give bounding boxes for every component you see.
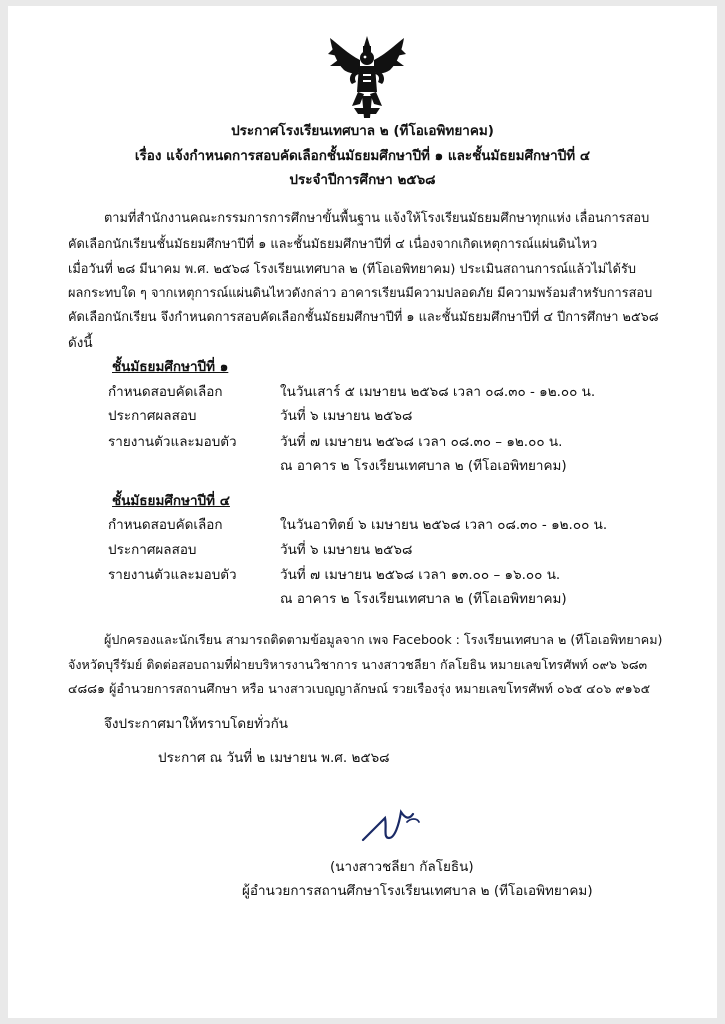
schedule-value: ในวันอาทิตย์ ๖ เมษายน ๒๕๖๘ เวลา ๐๘.๓๐ - ๑๒.๐๐ น. (280, 517, 608, 533)
body-line: ดังนี้ (68, 335, 93, 351)
schedule-label: ประกาศผลสอบ (108, 542, 197, 558)
academic-year: ประจำปีการศึกษา ๒๕๖๘ (289, 172, 436, 188)
schedule-label: กำหนดสอบคัดเลือก (108, 517, 223, 533)
garuda-emblem-icon (324, 34, 410, 120)
body-line: ตามที่สำนักงานคณะกรรมการการศึกษาขั้นพื้นฐาน แจ้งให้โรงเรียนมัธยมศึกษาทุกแห่ง เลื่อนการสอบ (104, 211, 650, 226)
body-line: ผลกระทบใด ๆ จากเหตุการณ์แผ่นดินไหวดังกล่าว อาคารเรียนมีความปลอดภัย มีความพร้อมสำหรับการสอบ (68, 286, 653, 301)
schedule-label: ประกาศผลสอบ (108, 408, 197, 424)
body-line: เมื่อวันที่ ๒๘ มีนาคม พ.ศ. ๒๕๖๘ โรงเรียนเทศบาล ๒ (ทีโอเอพิทยาคม) ประเมินสถานการณ์แล้วไม่ได้รับ (68, 262, 636, 277)
signer-name: (นางสาวชลียา กัลโยธิน) (330, 859, 474, 875)
contact-line: ผู้ปกครองและนักเรียน สามารถติดตามข้อมูลจาก เพจ Facebook : โรงเรียนเทศบาล ๒ (ทีโอเอพิทยาคม) (104, 632, 663, 647)
schedule-value: วันที่ ๗ เมษายน ๒๕๖๘ เวลา ๐๘.๓๐ – ๑๒.๐๐ น. (280, 434, 563, 450)
schedule-value: วันที่ ๖ เมษายน ๒๕๖๘ (280, 408, 413, 424)
schedule-value: วันที่ ๖ เมษายน ๒๕๖๘ (280, 542, 413, 558)
body-line: คัดเลือกนักเรียนชั้นมัธยมศึกษาปีที่ ๑ และชั้นมัธยมศึกษาปีที่ ๔ เนื่องจากเกิดเหตุการณ์แผ่นดินไหว (68, 237, 598, 252)
announcement-subject: เรื่อง แจ้งกำหนดการสอบคัดเลือกชั้นมัธยมศึกษาปีที่ ๑ และชั้นมัธยมศึกษาปีที่ ๔ (134, 148, 591, 164)
announcement-title: ประกาศโรงเรียนเทศบาล ๒ (ทีโอเอพิทยาคม) (231, 123, 494, 139)
body-line: คัดเลือกนักเรียน จึงกำหนดการสอบคัดเลือกชั้นมัธยมศึกษาปีที่ ๑ และชั้นมัธยมศึกษาปีที่ ๔ ปีการศึกษา ๒๕๖๘ (68, 310, 659, 325)
contact-line: จังหวัดบุรีรัมย์ ติดต่อสอบถามที่ฝ่ายบริหารงานวิชาการ นางสาวชลียา กัลโยธิน หมายเลขโทรศัพท์ ๐๙๖ ๖๘๓ (68, 657, 648, 672)
schedule-m1-title: ชั้นมัธยมศึกษาปีที่ ๑ (112, 359, 229, 375)
schedule-location: ณ อาคาร ๒ โรงเรียนเทศบาล ๒ (ทีโอเอพิทยาคม) (280, 458, 567, 474)
schedule-value: วันที่ ๗ เมษายน ๒๕๖๘ เวลา ๑๓.๐๐ – ๑๖.๐๐ น. (280, 567, 561, 583)
schedule-location: ณ อาคาร ๒ โรงเรียนเทศบาล ๒ (ทีโอเอพิทยาคม) (280, 591, 567, 607)
schedule-label: รายงานตัวและมอบตัว (108, 434, 237, 450)
signer-position: ผู้อำนวยการสถานศึกษาโรงเรียนเทศบาล ๒ (ทีโอเอพิทยาคม) (242, 883, 593, 899)
schedule-label: กำหนดสอบคัดเลือก (108, 384, 223, 400)
schedule-value: ในวันเสาร์ ๕ เมษายน ๒๕๖๘ เวลา ๐๘.๓๐ - ๑๒.๐๐ น. (280, 384, 596, 400)
schedule-m4-title: ชั้นมัธยมศึกษาปีที่ ๔ (112, 493, 230, 509)
closing-text: จึงประกาศมาให้ทราบโดยทั่วกัน (104, 716, 288, 732)
contact-line: ๔๘๘๑ ผู้อำนวยการสถานศึกษา หรือ นางสาวเบญญาลักษณ์ รวยเรืองรุ่ง หมายเลขโทรศัพท์ ๐๖๕ ๔๐๖ ๙๑๖๕ (68, 681, 651, 696)
schedule-label: รายงานตัวและมอบตัว (108, 567, 237, 583)
announcement-date: ประกาศ ณ วันที่ ๒ เมษายน พ.ศ. ๒๕๖๘ (158, 750, 390, 766)
handwritten-signature (355, 800, 445, 850)
